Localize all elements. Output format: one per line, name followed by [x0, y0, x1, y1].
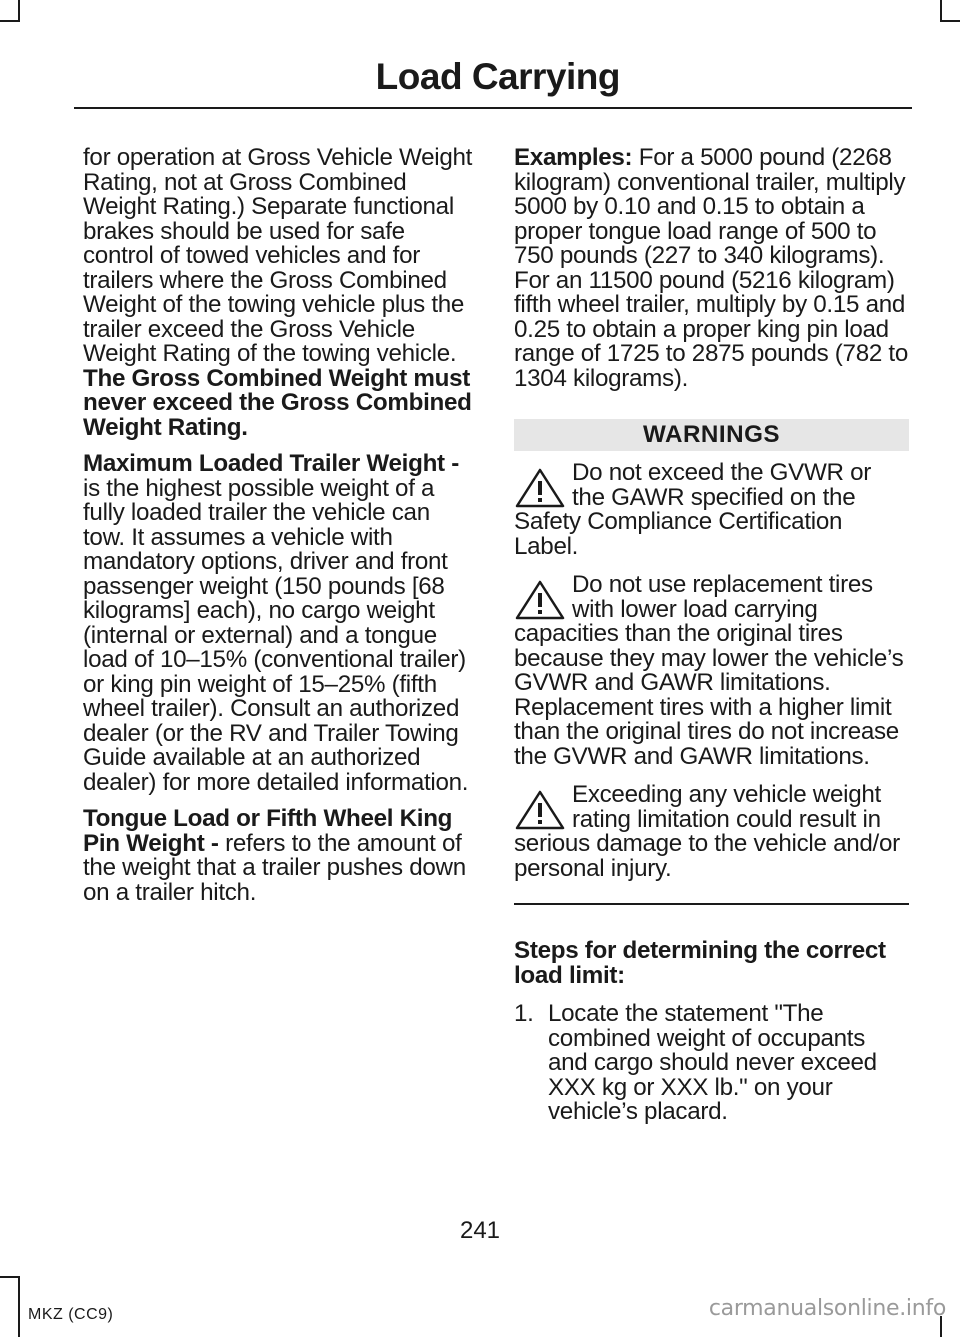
paragraph-examples — [514, 146, 909, 391]
list-item — [514, 1002, 909, 1125]
paragraph-gcwr — [83, 146, 478, 440]
right-column — [514, 146, 909, 1125]
warning-text: Do not exceed the GVWR or the GAWR specified on the Safety Compliance Certification Label. — [514, 459, 872, 560]
term-examples: Examples: — [514, 144, 633, 171]
paragraph-max-trailer-weight — [83, 452, 478, 795]
warning-triangle-icon — [514, 467, 566, 509]
crop-mark — [940, 0, 942, 22]
model-code: MKZ (CC9) — [28, 1306, 114, 1323]
header-divider — [74, 107, 912, 109]
gcwr-emphasis: The Gross Combined Weight must never exceed the Gross Combined Weight Rating. — [83, 364, 472, 441]
page-number: 241 — [459, 1217, 501, 1244]
watermark: carmanualsonline.info — [708, 1296, 946, 1321]
paragraph-text: refers to the amount of the weight that a trailer pushes down on a trailer hitch. — [83, 829, 466, 906]
warning-triangle-icon — [514, 579, 566, 621]
warning-text: Do not use replacement tires with lower load carrying capacities than the original tires because they may lower the vehicle’s GVWR and GAWR limitations. Replacement tires with a higher limit than the original tires do not increase the GVWR and GAWR limitations. — [514, 571, 904, 770]
steps-heading: Steps for determining the correct load limit: — [514, 937, 886, 989]
warning-triangle-icon — [514, 789, 566, 831]
term-tongue-load: Tongue Load or Fifth Wheel King Pin Weight - — [83, 805, 453, 857]
crop-mark — [0, 1276, 20, 1278]
paragraph-tongue-load — [83, 807, 478, 905]
term-max-trailer-weight: Maximum Loaded Trailer Weight - — [83, 450, 459, 477]
crop-mark — [940, 20, 960, 22]
crop-mark — [18, 1276, 20, 1337]
left-column — [83, 146, 478, 917]
crop-mark — [0, 20, 20, 22]
step-number: 1. — [514, 1000, 534, 1027]
warning-text: Exceeding any vehicle weight rating limitation could result in serious damage to the vehicle and/or personal injury. — [514, 781, 900, 882]
warning-item — [514, 461, 909, 559]
paragraph-text: is the highest possible weight of a fully loaded trailer the vehicle can tow. It assumes a vehicle with mandatory options, driver and front passenger weight (150 pounds [68 kilograms] each), no cargo weight (internal or external) and a tongue load of 10–15% (conventional trailer) or king pin weight of 15–25% (fifth wheel trailer). Consult an authorized dealer (or the RV and Trailer Towing Guide available at an authorized dealer) for more detailed information. — [83, 474, 469, 796]
warnings-end-divider — [514, 903, 909, 905]
warning-item — [514, 783, 909, 881]
paragraph-text: For a 5000 pound (2268 kilogram) conventional trailer, multiply 5000 by 0.10 and 0.15 to obtain a proper tongue load range of 500 to 750 pounds (227 to 340 kilograms). For an 11500 pound (5216 kilogram) fifth wheel trailer, multiply by 0.15 and 0.25 to obtain a proper king pin load range of 1725 to 2875 pounds (782 to 1304 kilograms). — [514, 144, 908, 392]
warning-item — [514, 573, 909, 769]
warnings-heading: WARNINGS — [514, 419, 909, 451]
page-title: Load Carrying — [375, 56, 620, 97]
paragraph-text: for operation at Gross Vehicle Weight Rating, not at Gross Combined Weight Rating.) Separate functional brakes should be used for safe control of towed vehicles and for trailers where the Gross Combined Weight of the towing vehicle plus the trailer exceed the Gross Vehicle Weight Rating of the towing vehicle. — [83, 144, 473, 367]
step-text: Locate the statement "The combined weight of occupants and cargo should never exceed XXX kg or XXX lb." on your vehicle’s placard. — [548, 1000, 877, 1125]
crop-mark — [18, 0, 20, 22]
